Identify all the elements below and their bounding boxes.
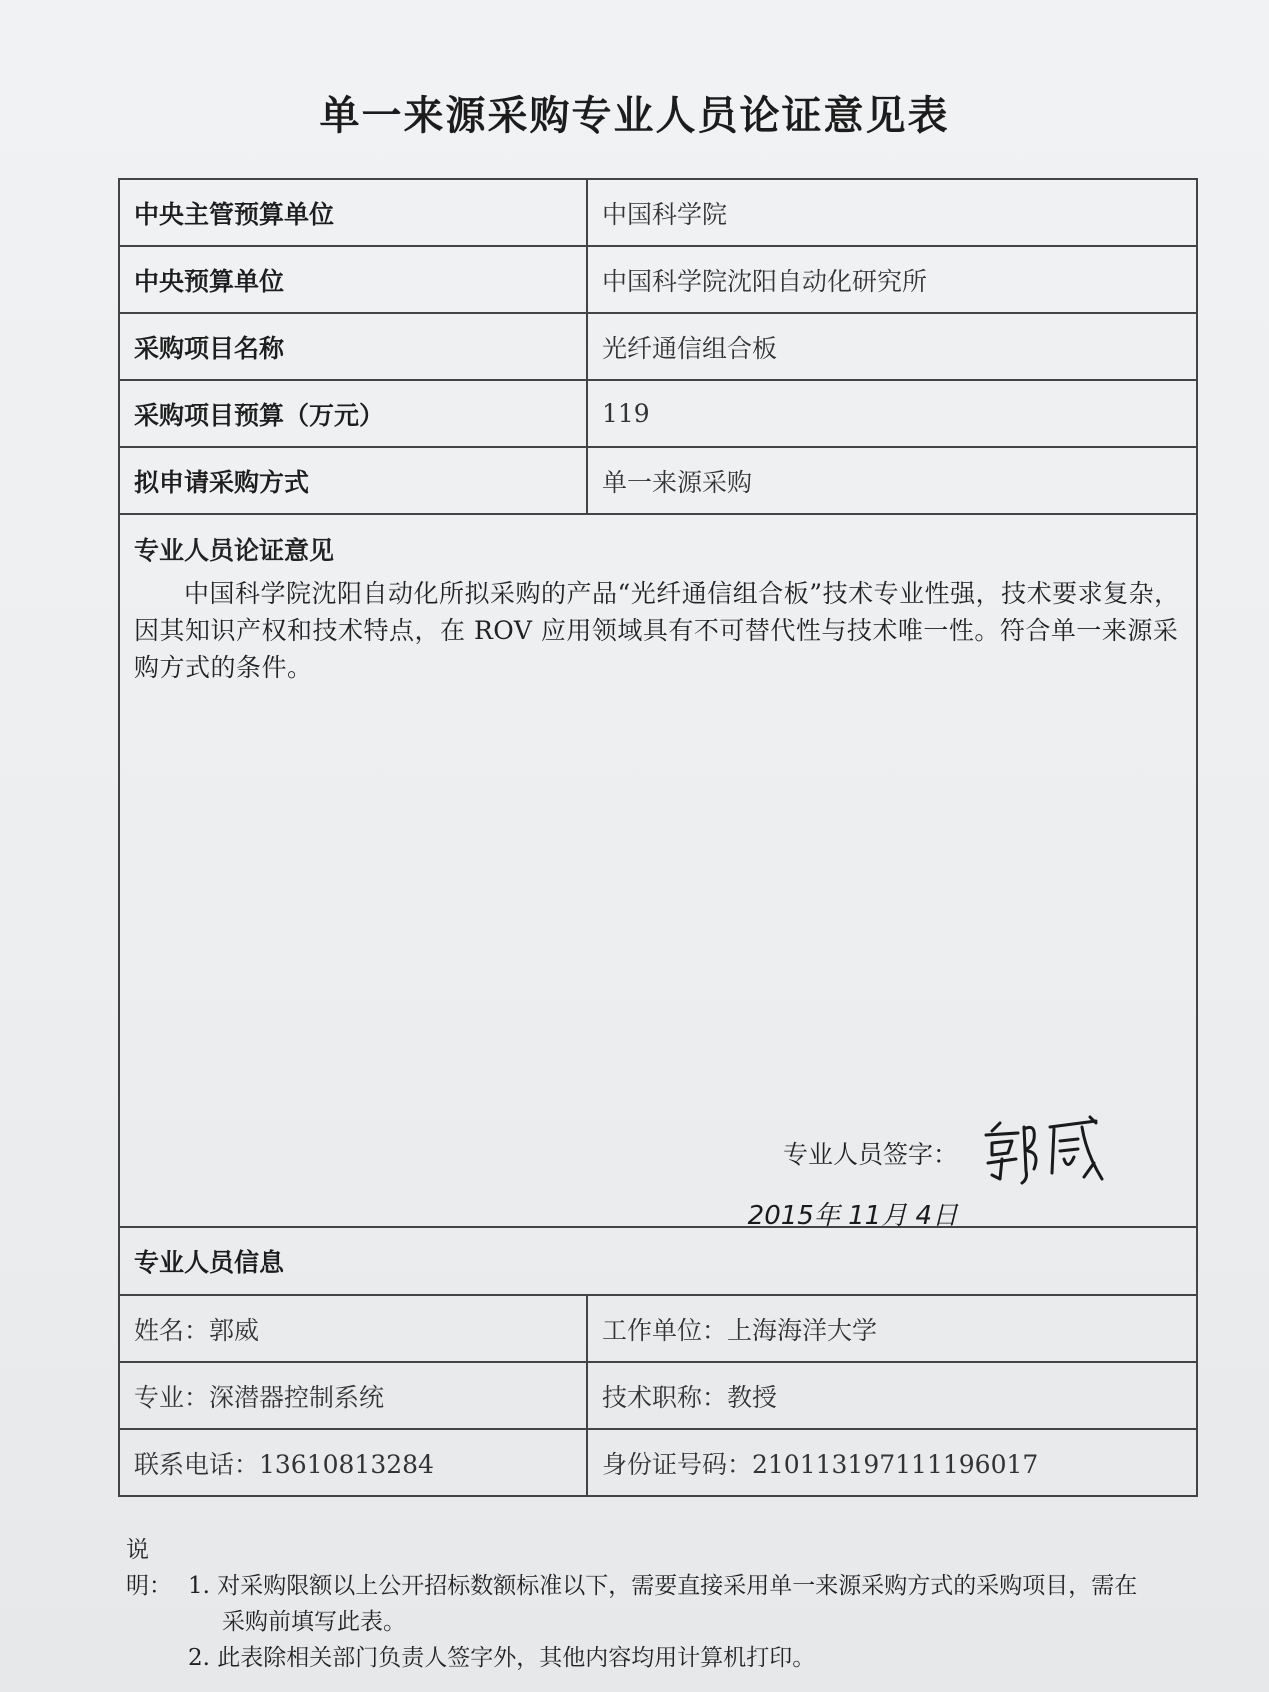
- info-row-3: [119, 1429, 1197, 1496]
- info-employer: 工作单位：上海海洋大学: [587, 1295, 1197, 1362]
- handwritten-signature: [978, 1113, 1108, 1193]
- opinion-text: 中国科学院沈阳自动化所拟采购的产品“光纤通信组合板”技术专业性强，技术要求复杂，因其知识产权和技术特点，在 ROV 应用领域具有不可替代性与技术唯一性。符合单一来源采购方式的条件。: [134, 579, 1180, 682]
- form-row-procurement-method: [119, 447, 1197, 514]
- note-item-1: [126, 1532, 1201, 1604]
- form-row-project-name: [119, 313, 1197, 380]
- procurement-form-table: [118, 178, 1198, 1497]
- notes-section: [126, 1532, 1201, 1676]
- form-row-budget-unit: [119, 246, 1197, 313]
- row-label: 拟申请采购方式: [119, 447, 587, 514]
- form-row-budget-authority: [119, 179, 1197, 246]
- row-value: 光纤通信组合板: [587, 313, 1197, 380]
- note-item-1-text: 1. 对采购限额以上公开招标数额标准以下，需要直接采用单一来源采购方式的采购项目，需在: [188, 1573, 1138, 1599]
- opinion-cell: [119, 514, 1197, 1231]
- info-heading: 专业人员信息: [119, 1227, 1197, 1295]
- info-row-1: [119, 1295, 1197, 1362]
- signature-date: 2015年 11月 4日: [747, 1201, 958, 1231]
- row-value: 中国科学院: [587, 179, 1197, 246]
- info-id-number: 身份证号码：210113197111196017: [587, 1429, 1197, 1496]
- row-value: 中国科学院沈阳自动化研究所: [587, 246, 1197, 313]
- notes-lead: 说明：: [126, 1537, 172, 1599]
- info-phone: 联系电话：13610813284: [119, 1429, 587, 1496]
- row-label: 采购项目名称: [119, 313, 587, 380]
- info-row-2: [119, 1362, 1197, 1429]
- form-row-project-budget: [119, 380, 1197, 447]
- row-value: 119: [587, 380, 1197, 447]
- page-title: 单一来源采购专业人员论证意见表: [319, 93, 950, 139]
- opinion-row: [119, 514, 1197, 1227]
- row-label: 中央主管预算单位: [119, 179, 587, 246]
- info-name: 姓名：郭威: [119, 1295, 587, 1362]
- info-title: 技术职称：教授: [587, 1362, 1197, 1429]
- note-item-2: 2. 此表除相关部门负责人签字外，其他内容均用计算机打印。: [188, 1645, 816, 1671]
- opinion-heading: 专业人员论证意见: [134, 536, 335, 565]
- note-item-1-continued: 采购前填写此表。: [222, 1609, 406, 1635]
- row-label: 中央预算单位: [119, 246, 587, 313]
- signature-label: 专业人员签字：: [782, 1140, 958, 1169]
- row-label: 采购项目预算（万元）: [119, 380, 587, 447]
- info-major: 专业：深潜器控制系统: [119, 1362, 587, 1429]
- info-section-row: [119, 1227, 1197, 1295]
- row-value: 单一来源采购: [587, 447, 1197, 514]
